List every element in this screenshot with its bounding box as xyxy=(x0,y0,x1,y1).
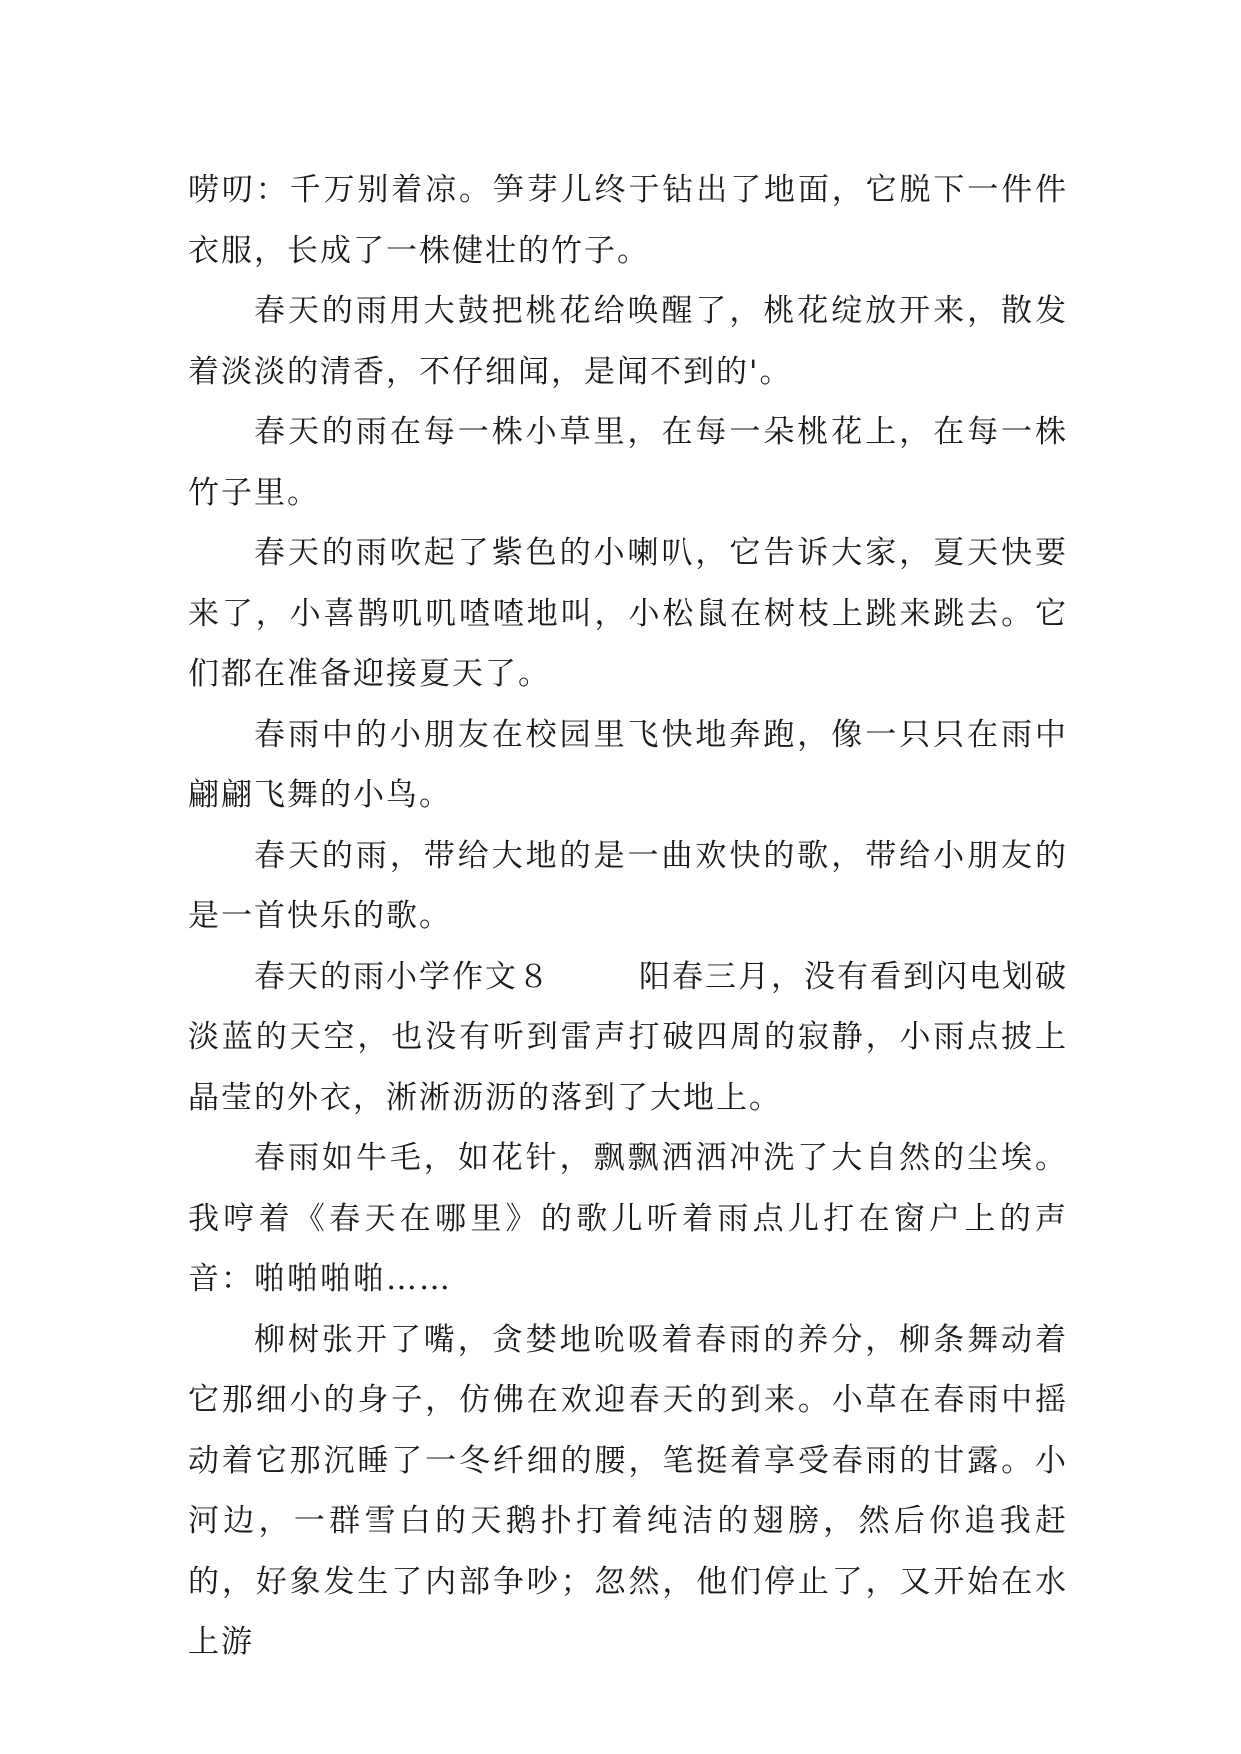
paragraph: 春天的雨在每一株小草里，在每一朵桃花上，在每一株竹子里。 xyxy=(188,414,1068,511)
paragraph: 柳树张开了嘴，贪婪地吮吸着春雨的养分，柳条舞动着它那细小的身子，仿佛在欢迎春天的到来。小草在春雨中摇动着它那沉睡了一冬纤细的腰，笔挺着享受春雨的甘露。小河边，一群雪白的天鹅扑打着纯洁的翅膀，然后你追我赶的，好象发生了内部争吵；忽然，他们停止了，又开始在水上游 xyxy=(188,1321,1068,1660)
paragraph: 春天的雨，带给大地的是一曲欢快的歌，带给小朋友的是一首快乐的歌。 xyxy=(188,837,1068,934)
paragraph-with-heading xyxy=(188,947,1068,1129)
paragraph: 春天的雨吹起了紫色的小喇叭，它告诉大家，夏天快要来了，小喜鹊叽叽喳喳地叫，小松鼠在树枝上跳来跳去。它们都在准备迎接夏天了。 xyxy=(188,535,1068,692)
paragraph: 春雨如牛毛，如花针，飘飘洒洒冲洗了大自然的尘埃。我哼着《春天在哪里》的歌儿听着雨点儿打在窗户上的声音：啪啪啪啪…… xyxy=(188,1140,1068,1297)
paragraph: 春雨中的小朋友在校园里飞快地奔跑，像一只只在雨中翩翩飞舞的小鸟。 xyxy=(188,716,1068,813)
essay-heading: 春天的雨小学作文８ xyxy=(254,958,551,995)
paragraph: 春天的雨用大鼓把桃花给唤醒了，桃花绽放开来，散发着淡淡的清香，不仔细闻，是闻不到的'。 xyxy=(188,293,1068,390)
paragraph-text: 阳春三月，没有看到闪电划破淡蓝的天空，也没有听到雷声打破四周的寂静，小雨点披上晶莹的外衣，淅淅沥沥的落到了大地上。 xyxy=(188,958,1068,1116)
document-body xyxy=(188,160,1068,1673)
paragraph: 唠叨：千万别着凉。笋芽儿终于钻出了地面，它脱下一件件衣服，长成了一株健壮的竹子。 xyxy=(188,172,1068,269)
